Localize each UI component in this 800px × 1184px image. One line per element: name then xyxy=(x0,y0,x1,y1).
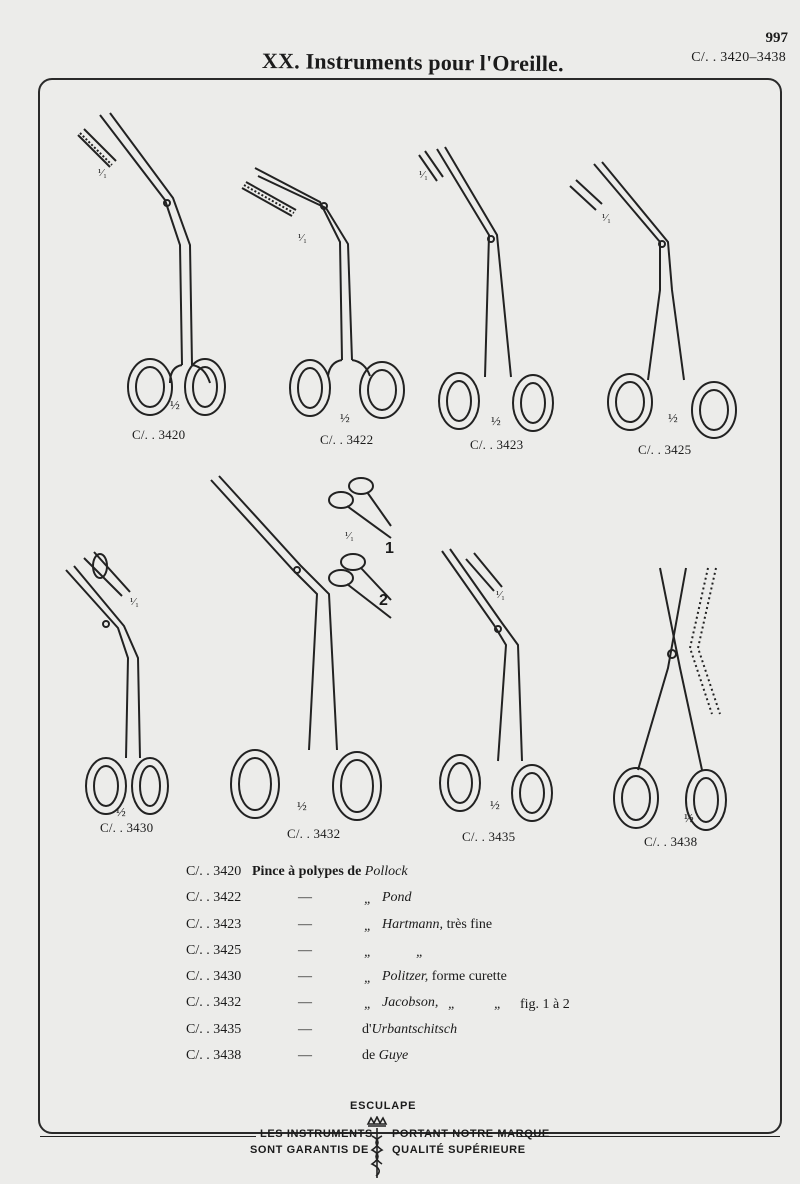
page-title: XX. Instruments pour l'Oreille. xyxy=(261,48,564,77)
forceps-drawing-3432 xyxy=(205,470,400,842)
instrument-figure-3432 xyxy=(205,470,400,842)
legend-name: Politzer, xyxy=(382,969,429,985)
catalog-code: C/. . 3432 xyxy=(287,826,341,841)
instrument-figure-3425 xyxy=(568,160,743,465)
caduceus-emblem-icon xyxy=(362,1116,392,1180)
legend-code: C/. . 3435 xyxy=(186,1021,242,1037)
detail-scale-label: ¹⁄₁ xyxy=(130,596,139,608)
legend-description xyxy=(252,864,408,880)
legend-code: C/. . 3438 xyxy=(186,1048,242,1064)
scale-label: ½ xyxy=(668,410,678,425)
legend-code: C/. . 3423 xyxy=(186,916,242,932)
catalog-code: C/. . 3422 xyxy=(320,432,374,447)
legend-row-3425 xyxy=(186,943,746,969)
legend-code: C/. . 3420 xyxy=(186,864,242,879)
ditto-dash: — xyxy=(298,890,312,906)
footer-right-line-2: QUALITÉ SUPÉRIEURE xyxy=(392,1144,526,1156)
scale-label: ½ xyxy=(684,810,694,825)
ditto-dash: — xyxy=(298,916,312,932)
legend-name: Pollock xyxy=(364,864,408,879)
forceps-drawing-3423 xyxy=(415,145,565,460)
detail-scale-label: ¹⁄₁ xyxy=(98,167,107,179)
brand-name: ESCULAPE xyxy=(350,1100,417,1112)
legend-name: Hartmann, xyxy=(382,916,444,932)
footer-right-line-1: PORTANT NOTRE MARQUE xyxy=(392,1128,550,1140)
scale-label: ½ xyxy=(340,410,350,425)
forceps-drawing-3420 xyxy=(70,105,240,445)
ditto-mark: „ xyxy=(364,944,372,960)
fig-2-label: 2 xyxy=(379,592,388,609)
catalog-range: C/. . 3420–3438 xyxy=(691,50,786,65)
ditto-dash: — xyxy=(298,1048,312,1064)
instrument-figure-3423 xyxy=(415,145,565,460)
detail-scale-label: ¹⁄₁ xyxy=(602,212,611,224)
page-number: 997 xyxy=(765,30,788,46)
legend-row-3438 xyxy=(186,1048,746,1074)
instrument-figure-3420 xyxy=(70,105,240,445)
forceps-drawing-3422 xyxy=(240,160,410,450)
legend-row-3422 xyxy=(186,890,746,916)
instrument-figure-3430 xyxy=(60,548,190,840)
legend-extra: forme curette xyxy=(431,969,507,985)
forceps-drawing-3425 xyxy=(568,160,743,465)
legend-code: C/. . 3432 xyxy=(186,995,242,1011)
legend-description xyxy=(382,917,492,933)
detail-scale-label: ¹⁄₁ xyxy=(345,530,354,542)
ditto-dash: — xyxy=(298,1021,312,1037)
legend-prefix: d' xyxy=(362,1021,372,1037)
legend-name: Urbantschitsch xyxy=(371,1021,458,1037)
ditto-mark: „ xyxy=(364,971,372,987)
ditto-dash: — xyxy=(298,995,312,1011)
ditto-mark-3: „ xyxy=(494,997,502,1013)
catalog-legend xyxy=(186,864,746,1074)
footer-rule-left xyxy=(40,1136,256,1137)
catalog-code: C/. . 3420 xyxy=(132,427,186,442)
catalog-code: C/. . 3425 xyxy=(638,442,692,457)
ditto-mark-2: „ xyxy=(416,944,424,960)
legend-name: Guye xyxy=(378,1048,409,1064)
ditto-dash: — xyxy=(298,942,312,958)
detail-scale-label: ¹⁄₁ xyxy=(298,232,307,244)
legend-code: C/. . 3430 xyxy=(186,969,242,985)
ditto-mark: „ xyxy=(364,892,372,908)
legend-description xyxy=(362,1022,457,1038)
instrument-figure-3422 xyxy=(240,160,410,450)
legend-row-3435 xyxy=(186,1022,746,1048)
scale-label: ½ xyxy=(297,798,307,813)
legend-code: C/. . 3422 xyxy=(186,890,242,906)
legend-row-3420 xyxy=(186,864,746,890)
legend-description xyxy=(362,1048,408,1064)
scale-label: ½ xyxy=(170,397,180,412)
legend-prefix: Pince à polypes de xyxy=(252,864,362,879)
footer-rule-right xyxy=(518,1136,780,1137)
fig-1-label: 1 xyxy=(385,540,394,557)
scale-label: ½ xyxy=(116,804,126,819)
ditto-mark-2: „ xyxy=(448,997,456,1013)
instrument-figure-3435 xyxy=(430,545,560,845)
catalog-code: C/. . 3430 xyxy=(100,820,154,835)
forceps-drawing-3438 xyxy=(608,558,738,856)
ditto-dash: — xyxy=(298,969,312,985)
legend-row-3423 xyxy=(186,917,746,943)
scale-label: ½ xyxy=(490,797,500,812)
detail-scale-label: ¹⁄₁ xyxy=(419,169,428,181)
forceps-drawing-3430 xyxy=(60,548,190,840)
figure-reference: fig. 1 à 2 xyxy=(520,997,570,1013)
legend-name: Pond xyxy=(382,890,412,906)
legend-code: C/. . 3425 xyxy=(186,942,242,958)
footer-left-line-1: LES INSTRUMENTS xyxy=(260,1128,373,1140)
scale-label: ½ xyxy=(491,413,501,428)
legend-row-3430 xyxy=(186,969,746,995)
legend-prefix: de xyxy=(362,1048,376,1064)
catalog-code: C/. . 3438 xyxy=(644,834,698,849)
instrument-figure-3438 xyxy=(608,558,738,856)
catalog-code: C/. . 3423 xyxy=(470,437,524,452)
legend-description xyxy=(382,969,507,985)
legend-name: Jacobson, xyxy=(382,995,439,1011)
ditto-mark: „ xyxy=(364,918,372,934)
footer-left-line-2: SONT GARANTIS DE xyxy=(250,1144,369,1156)
detail-scale-label: ¹⁄₁ xyxy=(496,589,505,601)
legend-extra: très fine xyxy=(446,916,493,932)
catalog-code: C/. . 3435 xyxy=(462,829,516,844)
legend-row-3432 xyxy=(186,995,746,1021)
ditto-mark: „ xyxy=(364,997,372,1013)
